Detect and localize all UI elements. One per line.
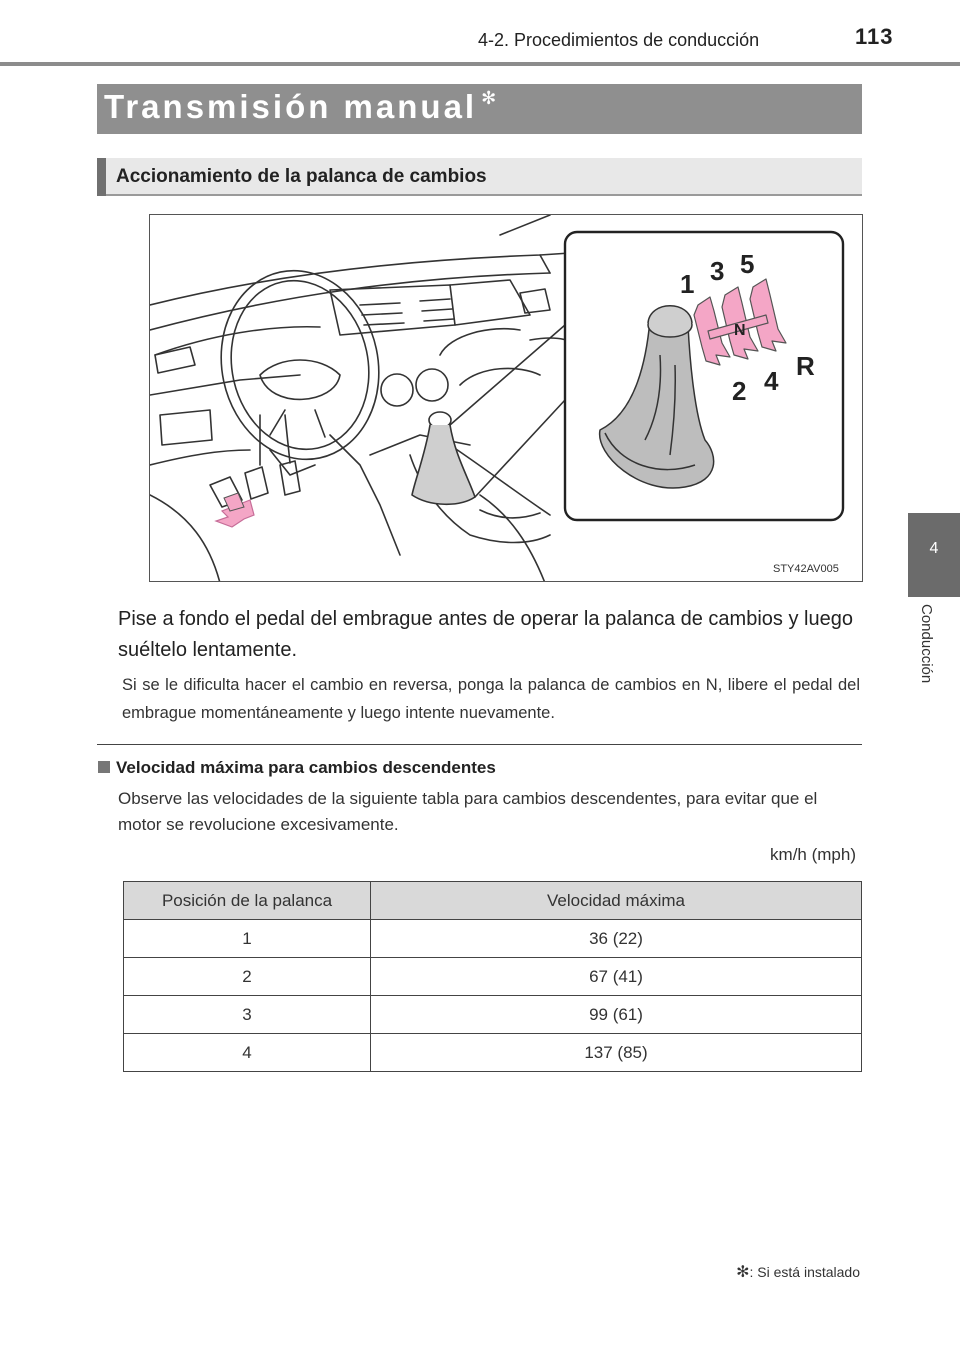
gearshift-illustration	[149, 214, 863, 582]
footnote	[700, 1262, 860, 1282]
section-heading	[98, 758, 496, 778]
page-number: 113	[855, 24, 894, 49]
table-cell: 2	[124, 958, 371, 996]
units-label: km/h (mph)	[770, 845, 856, 864]
page-title	[104, 88, 496, 126]
table-cell: 137 (85)	[371, 1034, 862, 1072]
table-cell: 99 (61)	[371, 996, 862, 1034]
table-row	[124, 958, 862, 996]
page-title-text: Transmisión manual	[104, 88, 478, 125]
header-rule	[0, 62, 960, 66]
table-row	[124, 1034, 862, 1072]
section-heading-text: Velocidad máxima para cambios descendentes	[116, 758, 496, 777]
svg-text:4: 4	[764, 366, 779, 396]
table-row	[124, 920, 862, 958]
chapter-label-text: Conducción	[918, 604, 935, 684]
section-divider	[97, 744, 862, 745]
dashboard-drawing	[150, 215, 863, 582]
svg-text:R: R	[796, 351, 815, 381]
table-cell: 4	[124, 1034, 371, 1072]
column-header: Posición de la palanca	[124, 882, 371, 920]
subheading: Accionamiento de la palanca de cambios	[116, 166, 487, 187]
note-text: Si se le dificulta hacer el cambio en reversa, ponga la palanca de cambios en N, libere el pedal del embrague momentáneamente y luego intente nuevamente.	[122, 676, 860, 722]
table-header-row	[124, 882, 862, 920]
svg-text:2: 2	[732, 376, 747, 406]
svg-text:5: 5	[740, 249, 755, 279]
column-header: Velocidad máxima	[371, 882, 862, 920]
running-header-section: 4-2. Procedimientos de conducción	[478, 30, 760, 50]
section-body: Observe las velocidades de la siguiente tabla para cambios descendentes, para evitar que el motor se revolucione excesivamente.	[118, 789, 818, 834]
footnote-text: : Si está instalado	[749, 1264, 860, 1280]
optional-marker: ✻	[481, 88, 497, 108]
subheading-accent	[97, 158, 106, 196]
svg-text:3: 3	[710, 256, 725, 286]
svg-text:1: 1	[680, 269, 695, 299]
svg-text:N: N	[734, 322, 746, 339]
table-cell: 1	[124, 920, 371, 958]
table-row	[124, 996, 862, 1034]
instruction-text: Pise a fondo el pedal del embrague antes de operar la palanca de cambios y luego suéltelo lentamente.	[118, 608, 853, 661]
max-speed-table	[123, 881, 862, 1072]
table-cell: 67 (41)	[371, 958, 862, 996]
square-bullet-icon	[98, 761, 110, 773]
footnote-marker: ✻	[736, 1264, 750, 1281]
table-cell: 3	[124, 996, 371, 1034]
chapter-label	[918, 604, 942, 714]
chapter-number: 4	[929, 540, 939, 557]
illustration-code: STY42AV005	[773, 563, 839, 575]
table-cell: 36 (22)	[371, 920, 862, 958]
